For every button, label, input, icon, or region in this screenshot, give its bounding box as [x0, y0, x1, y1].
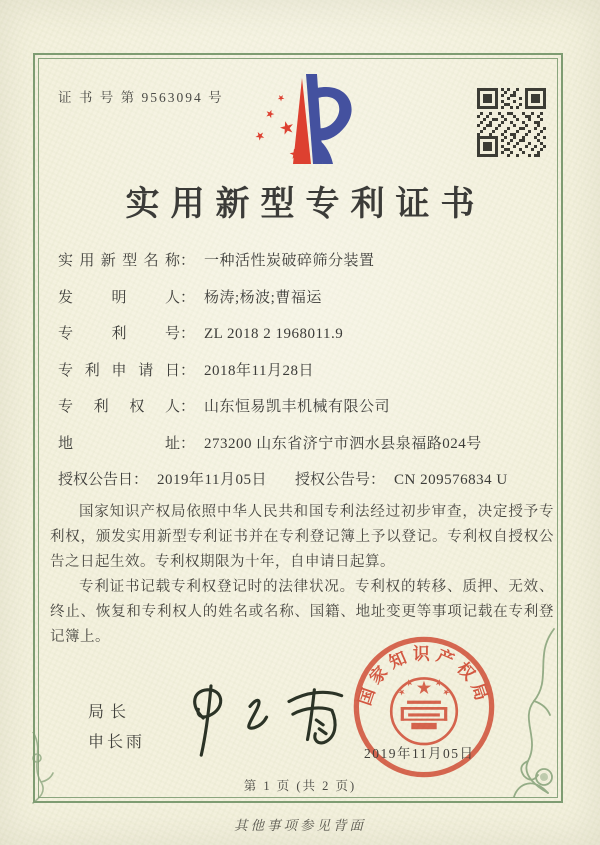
field-patent-number — [58, 322, 550, 343]
seal-agency-text: 国家知识产权局 — [355, 644, 493, 708]
field-value: CN 209576834 U — [394, 472, 508, 488]
field-grant-row — [58, 468, 550, 489]
field-inventor — [58, 286, 550, 307]
field-label: 实用新型名称 — [58, 253, 180, 269]
label-colon: ： — [180, 362, 196, 379]
field-filing-date — [58, 359, 550, 380]
field-utility-model-name — [58, 249, 550, 270]
commissioner-name: 申长雨 — [88, 734, 146, 751]
certificate-number: 证 书 号 第 9563094 号 — [58, 90, 224, 105]
qr-code-icon — [477, 88, 546, 157]
field-value: 2018年11月28日 — [204, 362, 314, 379]
edge-sprig-icon — [28, 732, 56, 804]
field-value: 山东恒易凯丰机械有限公司 — [204, 399, 391, 415]
back-side-note: 其他事项参见背面 — [234, 818, 366, 833]
field-label: 专利权人 — [58, 399, 180, 415]
commissioner-title: 局长 — [88, 704, 133, 721]
legal-paragraph-2: 专利证书记载专利权登记时的法律状况。专利权的转移、质押、无效、终止、恢复和专利权人的姓名或名称、国籍、地址变更等事项记载在专利登记簿上。 — [50, 579, 554, 645]
national-emblem-icon — [391, 678, 457, 744]
field-value: 杨涛;杨波;曹福运 — [204, 289, 322, 306]
field-grant-number — [295, 468, 508, 489]
label-colon: ： — [180, 253, 196, 269]
label-colon: ： — [180, 326, 196, 342]
field-label: 地址 — [58, 435, 180, 452]
label-colon: ： — [180, 435, 196, 452]
field-label: 发明人 — [58, 289, 180, 306]
label-colon: ： — [133, 472, 149, 488]
field-patentee — [58, 395, 550, 416]
field-label: 授权公告日 — [58, 472, 134, 488]
field-label: 专利申请日 — [58, 362, 180, 379]
svg-text:国家知识产权局 — [355, 645, 493, 708]
field-value: 2019年11月05日 — [157, 472, 267, 488]
label-colon: ： — [180, 399, 196, 415]
seal-date: 2019年11月05日 — [364, 746, 475, 761]
field-label: 专利号 — [58, 326, 180, 342]
field-value: 一种活性炭破碎筛分装置 — [204, 253, 375, 269]
page-number: 第 1 页 (共 2 页) — [243, 779, 357, 793]
legal-paragraph-1: 国家知识产权局依照中华人民共和国专利法经过初步审查，决定授予专利权，颁发实用新型专利证书并在专利登记簿上予以登记。专利权自授权公告之日起生效。专利权期限为十年，自申请日起算。 — [50, 504, 554, 570]
fields-block — [58, 249, 550, 505]
field-value: ZL 2018 2 1968011.9 — [204, 326, 344, 342]
field-label: 授权公告号 — [294, 472, 370, 488]
field-address — [58, 432, 550, 453]
corner-flourish-icon — [504, 627, 562, 799]
field-value: 273200 山东省济宁市泗水县泉福路024号 — [204, 435, 482, 452]
label-colon: ： — [370, 472, 386, 488]
label-colon: ： — [180, 289, 196, 306]
legal-text — [50, 500, 554, 650]
cnipa-logo-icon — [243, 66, 359, 172]
field-grant-date — [58, 468, 267, 489]
commissioner-signature — [172, 680, 367, 762]
certificate-title: 实用新型专利证书 — [125, 186, 486, 223]
